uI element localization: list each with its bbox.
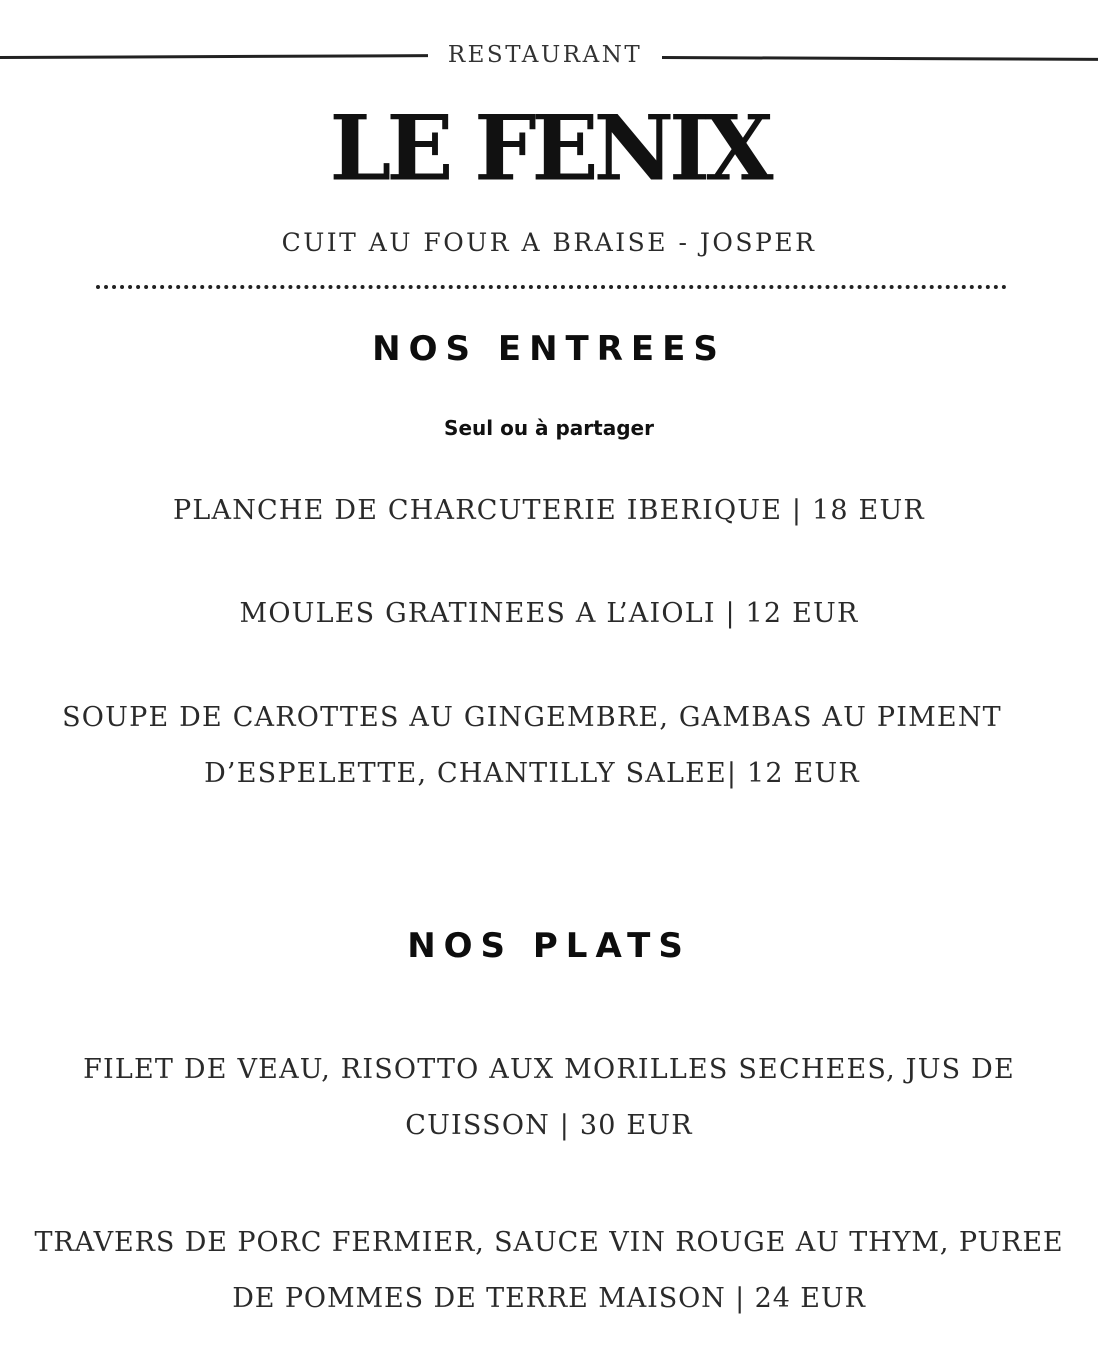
menu-item [0,690,1064,802]
menu-item [20,483,1078,539]
menu-item [20,1042,1078,1154]
restaurant-title: LE FENIX [329,94,769,202]
menu-item-line: MOULES GRATINEES A L’AIOLI | 12 EUR [239,598,859,629]
header-rule-left [0,54,428,59]
menu-item [4,1215,1094,1327]
menu-item-line: DE POMMES DE TERRE MAISON | 24 EUR [232,1283,866,1314]
menu-item-line: SOUPE DE CAROTTES AU GINGEMBRE, GAMBAS AU PIMENT [62,702,1002,733]
header-rule-right [662,56,1098,61]
section-note-entrees: Seul ou à partager [444,416,654,440]
menu-item-line: PLANCHE DE CHARCUTERIE IBERIQUE | 18 EUR [173,495,925,526]
menu-item-line: FILET DE VEAU, RISOTTO AUX MORILLES SECHEES, JUS DE [83,1054,1015,1085]
section-title-entrees: NOS ENTREES [372,329,726,369]
menu-item-line: TRAVERS DE PORC FERMIER, SAUCE VIN ROUGE AU THYM, PUREE [34,1227,1064,1258]
menu-item-line: CUISSON | 30 EUR [405,1110,693,1141]
section-title-plats: NOS PLATS [407,926,691,966]
menu-item [20,586,1078,642]
header-kicker: RESTAURANT [447,42,643,68]
menu-item-line: D’ESPELETTE, CHANTILLY SALEE| 12 EUR [204,758,860,789]
restaurant-subtitle: CUIT AU FOUR A BRAISE - JOSPER [281,228,817,257]
dotted-divider [96,285,1007,289]
